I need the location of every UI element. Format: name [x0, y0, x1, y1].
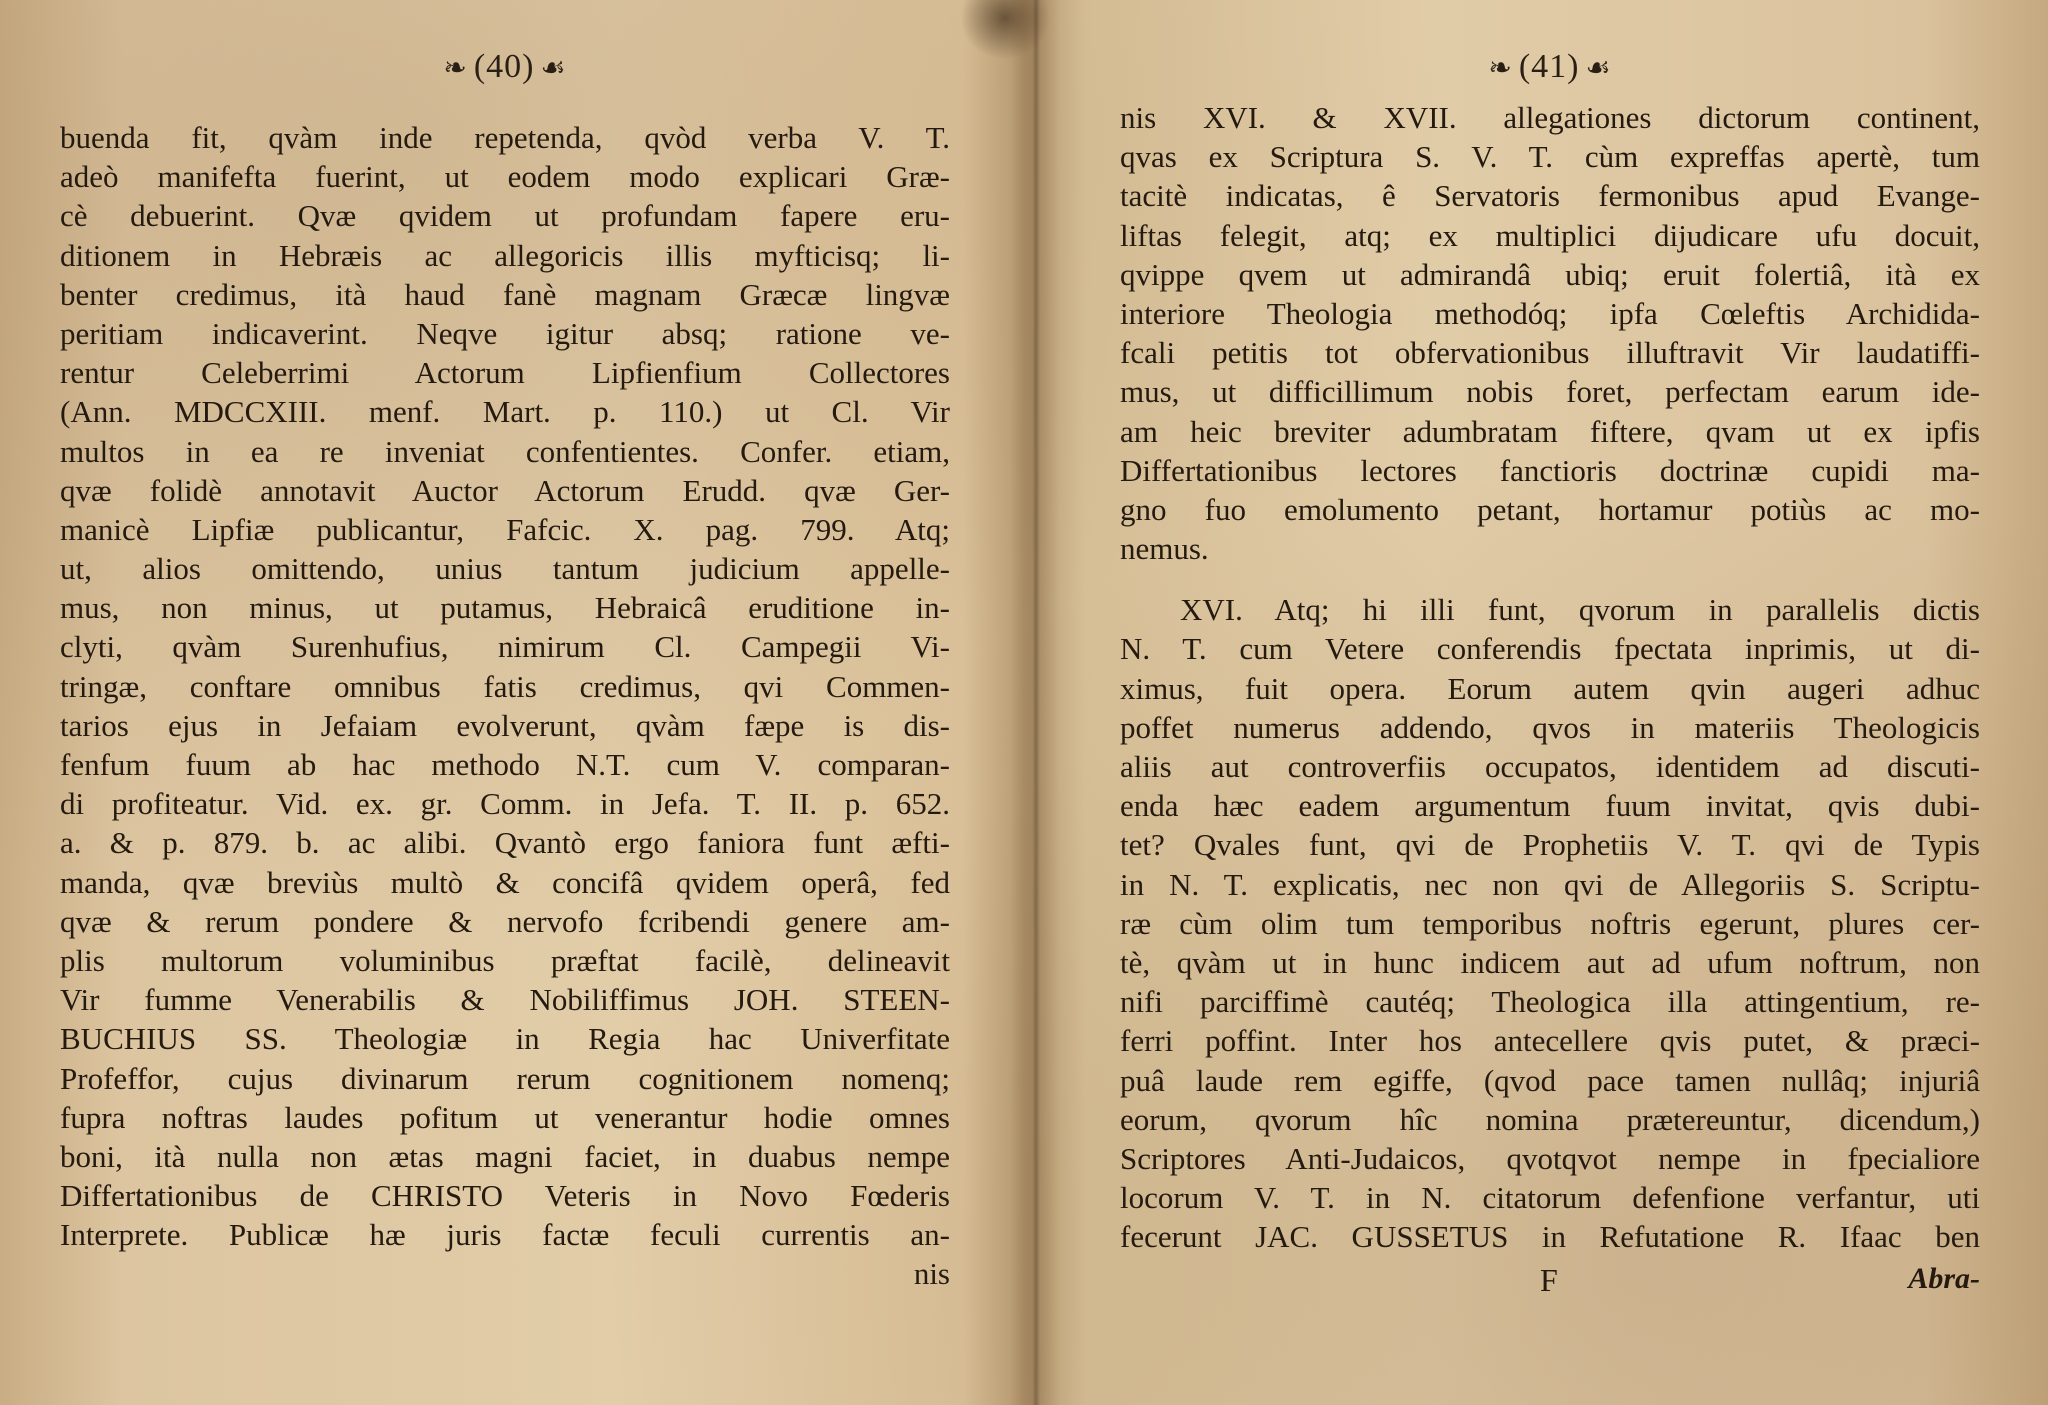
text-line: ximus, fuit opera. Eorum autem qvin augeri adhuc	[1120, 670, 1980, 706]
text-line: qvæ folidè annotavit Auctor Actorum Erudd. qvæ Ger-	[60, 472, 950, 508]
text-line: manda, qvæ breviùs multò & concifâ qvidem operâ, fed	[60, 864, 950, 900]
right-page-header	[1120, 48, 1980, 86]
text-line: adeò manifefta fuerint, ut eodem modo explicari Græ-	[60, 159, 950, 195]
text-line: in N. T. explicatis, nec non qvi de Allegoriis S. Scriptu-	[1120, 866, 1980, 902]
text-line: N. T. cum Vetere conferendis fpectata inprimis, ut di-	[1120, 631, 1980, 667]
text-line: buenda fit, qvàm inde repetenda, qvòd verba V. T.	[60, 120, 950, 155]
text-line: a. & p. 879. b. ac alibi. Qvantò ergo faniora funt æfti-	[60, 825, 950, 861]
text-line: mus, non minus, ut putamus, Hebraicâ eruditione in-	[60, 590, 950, 626]
text-line: rentur Celeberrimi Actorum Lipfienfium Collectores	[60, 355, 950, 391]
text-line: tacitè indicatas, ê Servatoris fermonibus apud Evange-	[1120, 178, 1980, 214]
text-line: benter credimus, ità haud fanè magnam Græcæ lingvæ	[60, 276, 950, 312]
text-line: Differtationibus de CHRISTO Veteris in Novo Fœderis	[60, 1178, 950, 1214]
right-page-text	[1120, 98, 1980, 1256]
left-page	[60, 0, 950, 1405]
catchword: nis	[913, 1256, 950, 1292]
text-line: fupra noftras laudes pofitum ut venerantur hodie omnes	[60, 1099, 950, 1135]
text-line: manicè Lipfiæ publicantur, Fafcic. X. pag. 799. Atq;	[60, 511, 950, 547]
text-line: Differtationibus lectores fanctioris doctrinæ cupidi ma-	[1120, 452, 1980, 488]
text-line: puâ laude rem egiffe, (qvod pace tamen nullâq; injuriâ	[1120, 1062, 1980, 1098]
book-gutter	[1010, 0, 1060, 1405]
text-line: clyti, qvàm Surenhufius, nimirum Cl. Campegii Vi-	[60, 629, 950, 665]
text-line: fenfum fuum ab hac methodo N.T. cum V. comparan-	[60, 747, 950, 782]
text-line: qvas ex Scriptura S. V. T. cùm expreffas apertè, tum	[1120, 139, 1980, 175]
text-line: locorum V. T. in N. citatorum defenfione verfantur, uti	[1120, 1180, 1980, 1216]
text-line: enda hæc eadem argumentum fuum invitat, qvis dubi-	[1120, 788, 1980, 824]
text-line: fcali petitis tot obfervationibus illuftravit Vir laudatiffi-	[1120, 335, 1980, 371]
text-line: poffet numerus addendo, qvos in materiis Theologicis	[1120, 709, 1980, 745]
left-page-number: (40)	[473, 48, 535, 85]
text-line: ditionem in Hebræis ac allegoricis illis myfticisq; li-	[60, 237, 950, 273]
fleuron-icon: ❧	[443, 53, 468, 84]
left-page-text	[60, 118, 950, 1294]
text-line: tè, qvàm ut in hunc indicem aut ad ufum noftrum, non	[1120, 944, 1980, 980]
text-line: tarios ejus in Jefaiam evolverunt, qvàm fæpe is dis-	[60, 707, 950, 743]
text-line: gno fuo emolumento petant, hortamur potiùs ac mo-	[1120, 491, 1980, 527]
text-line: XVI. Atq; hi illi funt, qvorum in parallelis dictis	[1180, 592, 1980, 628]
text-line: qvippe qvem ut admirandâ ubiq; eruit folertiâ, ità ex	[1120, 256, 1980, 292]
paragraph-gap	[1120, 568, 1980, 590]
text-line: (Ann. MDCCXIII. menf. Mart. p. 110.) ut Cl. Vir	[60, 394, 950, 430]
text-line: nemus.	[1120, 531, 1209, 567]
fleuron-icon: ☙	[540, 53, 567, 84]
text-line: nis XVI. & XVII. allegationes dictorum continent,	[1120, 100, 1980, 135]
right-page-number: (41)	[1518, 48, 1580, 85]
text-line: peritiam indicaverint. Neqve igitur absq; ratione ve-	[60, 315, 950, 351]
text-line: qvæ & rerum pondere & nervofo fcribendi genere am-	[60, 903, 950, 939]
left-page-header	[60, 48, 950, 86]
text-line: Vir fumme Venerabilis & Nobiliffimus JOH. STEEN-	[60, 982, 950, 1018]
text-line: boni, ità nulla non ætas magni faciet, in duabus nempe	[60, 1138, 950, 1174]
fleuron-icon: ☙	[1585, 53, 1612, 84]
text-line: liftas felegit, atq; ex multiplici dijudicare ufu docuit,	[1120, 217, 1980, 253]
text-line: tringæ, conftare omnibus fatis credimus, qvi Commen-	[60, 668, 950, 704]
text-line: multos in ea re inveniat confentientes. Confer. etiam,	[60, 433, 950, 469]
signature-mark: F	[1540, 1262, 1558, 1298]
text-line: aliis aut controverfiis occupatos, identidem ad discuti-	[1120, 749, 1980, 784]
text-line: di profiteatur. Vid. ex. gr. Comm. in Jefa. T. II. p. 652.	[60, 786, 950, 822]
text-line: cè debuerint. Qvæ qvidem ut profundam fapere eru-	[60, 198, 950, 234]
text-line: interiore Theologia methodóq; ipfa Cœleftis Archidida-	[1120, 295, 1980, 331]
text-line: plis multorum voluminibus præftat facilè, delineavit	[60, 942, 950, 978]
text-line: fecerunt JAC. GUSSETUS in Refutatione R. Ifaac ben	[1120, 1219, 1980, 1255]
text-line: mus, ut difficillimum nobis foret, perfectam earum ide-	[1120, 374, 1980, 410]
text-line: Scriptores Anti-Judaicos, qvotqvot nempe in fpecialiore	[1120, 1140, 1980, 1176]
text-line: Profeffor, cujus divinarum rerum cognitionem nomenq;	[60, 1060, 950, 1096]
text-line: BUCHIUS SS. Theologiæ in Regia hac Univerfitate	[60, 1021, 950, 1057]
text-line: ut, alios omittendo, unius tantum judicium appelle-	[60, 551, 950, 587]
text-line: tet? Qvales funt, qvi de Prophetiis V. T. qvi de Typis	[1120, 827, 1980, 863]
text-line: Interprete. Publicæ hæ juris factæ feculi currentis an-	[60, 1217, 950, 1253]
text-line: am heic breviter adumbratam fiftere, qvam ut ex ipfis	[1120, 413, 1980, 449]
text-line: ferri poffint. Inter hos antecellere qvis putet, & præci-	[1120, 1023, 1980, 1059]
fleuron-icon: ❧	[1488, 53, 1513, 84]
catchword: Abra-	[1908, 1262, 1980, 1295]
right-page	[1120, 0, 1980, 1405]
text-line: ræ cùm olim tum temporibus noftris egerunt, plures cer-	[1120, 905, 1980, 941]
text-line: nifi parciffimè cautéq; Theologica illa attingentium, re-	[1120, 984, 1980, 1020]
text-line: eorum, qvorum hîc nomina prætereuntur, dicendum,)	[1120, 1101, 1980, 1137]
